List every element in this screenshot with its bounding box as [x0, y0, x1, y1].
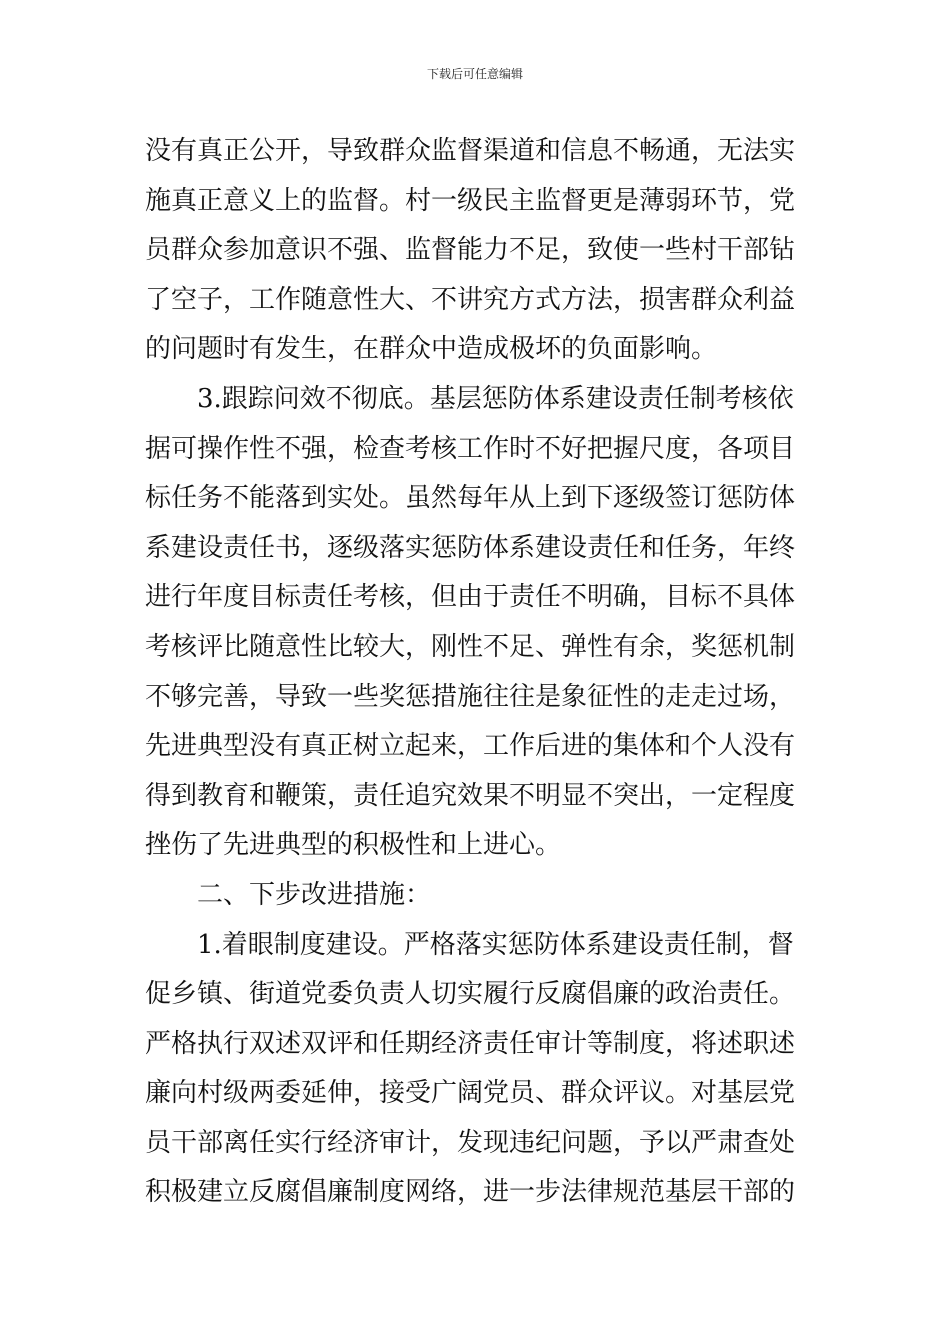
text-line: 促乡镇、街道党委负责人切实履行反腐倡廉的政治责任。 [145, 979, 796, 1010]
text-line: 不够完善，导致一些奖惩措施往往是象征性的走走过场， [145, 681, 796, 712]
text-line: 没有真正公开，导致群众监督渠道和信息不畅通，无法实 [145, 136, 796, 166]
paragraph-start-line: 1.着眼制度建设。严格落实惩防体系建设责任制，督 [197, 929, 794, 960]
text-line: 得到教育和鞭策，责任追究效果不明显不突出，一定程度 [145, 780, 796, 811]
text-line: 员群众参加意识不强、监督能力不足，致使一些村干部钻 [145, 235, 796, 266]
text-line: 严格执行双述双评和任期经济责任审计等制度，将述职述 [145, 1028, 796, 1059]
text-line: 员干部离任实行经济审计，发现违纪问题，予以严肃查处 [145, 1127, 796, 1158]
text-line: 挫伤了先进典型的积极性和上进心。 [145, 830, 562, 861]
document-body [145, 127, 815, 1218]
page-header: 下载后可任意编辑 [426, 67, 523, 81]
text-line: 标任务不能落到实处。虽然每年从上到下逐级签订惩防体 [145, 483, 796, 514]
text-line: 据可操作性不强，检查考核工作时不好把握尺度，各项目 [145, 433, 796, 464]
text-line: 考核评比随意性比较大，刚性不足、弹性有余，奖惩机制 [145, 631, 796, 662]
text-line: 先进典型没有真正树立起来，工作后进的集体和个人没有 [145, 731, 796, 762]
text-line: 的问题时有发生，在群众中造成极坏的负面影响。 [145, 334, 718, 365]
section-heading: 二、下步改进措施： [197, 879, 432, 910]
paragraph-start-line: 3.跟踪问效不彻底。基层惩防体系建设责任制考核依 [197, 383, 794, 414]
text-line: 了空子，工作随意性大、不讲究方式方法，损害群众利益 [145, 284, 796, 315]
text-line: 廉向村级两委延伸，接受广阔党员、群众评议。对基层党 [145, 1078, 796, 1109]
text-line: 系建设责任书，逐级落实惩防体系建设责任和任务，年终 [145, 532, 796, 563]
text-line: 进行年度目标责任考核，但由于责任不明确，目标不具体 [145, 582, 796, 613]
text-line: 施真正意义上的监督。村一级民主监督更是薄弱环节，党 [145, 185, 796, 216]
text-line: 积极建立反腐倡廉制度网络，进一步法律规范基层干部的 [145, 1177, 796, 1208]
